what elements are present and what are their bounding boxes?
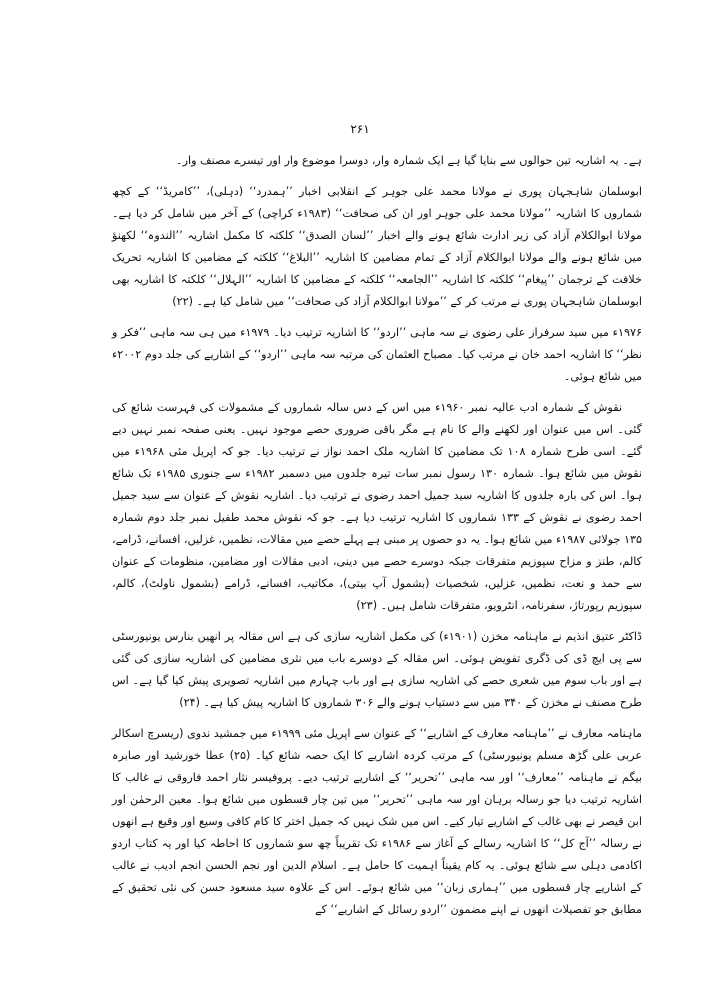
- paragraph: نقوش کے شمارہ ادب عالیہ نمبر ۱۹۶۰ء میں اس کے دس سالہ شماروں کے مشمولات کی فہرست شائع کی گئی۔ اس میں عنوان اور لکھنے والے کا نام ہے مگر باقی ضروری حصے موجود نہیں۔ یعنی صفحہ نمبر نہیں دیے گئے۔ اسی طرح شمارہ ۱۰۸ تک مضامین کا اشاریہ ملک احمد نواز نے ترتیب دیا۔ جو کہ اپریل مئی ۱۹۶۸ء میں نقوش میں شائع ہوا۔ شمارہ ۱۳۰ رسول نمبر سات تیرہ جلدوں میں دسمبر ۱۹۸۲ء سے جنوری ۱۹۸۵ء تک شائع ہوا۔ اس کی بارہ جلدوں کا اشاریہ سید جمیل احمد رضوی نے ترتیب دیا۔ اشاریہ نقوش کے عنوان سے سید جمیل احمد رضوی نے نقوش کے ۱۳۳ شماروں کا اشاریہ ترتیب دیا ہے۔ جو کہ نقوش محمد طفیل نمبر جلد دوم شمارہ ۱۳۵ جولائی ۱۹۸۷ء میں شائع ہوا۔ یہ دو حصوں پر مبنی ہے پہلے حصے میں مقالات، نظمیں، غزلیں، افسانے، ڈرامے، کالم، طنز و مزاح سپوزیم متفرقات جبکہ دوسرے حصے میں دینی، ادبی مقالات اور مضامین، منظومات کے عنوان سے حمد و نعت، نظمیں، غزلیں، شخصیات (بشمول آپ بیتی)، مکاتیب، افسانے، ڈرامے (بشمول ناولٹ)، کالم، سپوزیم رپورتاژ، سفرنامہ، انٹرویو، متفرقات شامل ہیں۔ (۲۳): [112, 401, 643, 612]
- page-number: ۲۶۱: [350, 122, 370, 136]
- body-text: [112, 150, 642, 930]
- paragraph: ہے۔ یہ اشاریہ تین حوالوں سے بنایا گیا ہے ایک شمارہ وار، دوسرا موضوع وار اور تیسرے مصنف وار۔: [176, 154, 642, 167]
- paragraph: ڈاکٹر عتیق انذیم نے ماہنامہ مخزن (۱۹۰۱ء) کی مکمل اشاریہ سازی کی ہے اس مقالہ پر انھیں بنارس یونیورسٹی سے پی ایچ ڈی کی ڈگری تفویض ہوئی۔ اس مقالہ کے دوسرے باب میں نثری مضامین کی اشاریہ سازی کی گئی ہے اور باب سوم میں شعری حصے کی اشاریہ سازی ہے اور باب چہارم میں اشاریہ تصویری پیش کیا گیا ہے۔ اس طرح مصنف نے مخزن کے ۳۴۰ میں سے دستیاب ہونے والے ۳۰۶ شماروں کا اشاریہ پیش کیا ہے۔ (۲۴): [112, 630, 642, 709]
- paragraph: ماہنامہ معارف نے ’’ماہنامہ معارف کے اشاریے‘‘ کے عنوان سے اپریل مئی ۱۹۹۹ء میں جمشید ندوی (ریسرچ اسکالر عربی علی گڑھ مسلم یونیورسٹی) کے مرتب کردہ اشاریے کا ایک حصہ شائع کیا۔ (۲۵) عطا خورشید اور صابرہ بیگم نے ماہنامہ ’’معارف‘‘ اور سہ ماہی ’’تحریر‘‘ کے اشاریے ترتیب دیے۔ پروفیسر نثار احمد فاروقی نے غالب کا اشاریہ ترتیب دیا جو رسالہ برہان اور سہ ماہی ’’تحریر‘‘ میں تین چار قسطوں میں شائع ہوا۔ معین الرحمٰن اور ابن قیصر نے بھی غالب کے اشاریے تیار کیے۔ اس میں شک نہیں کہ جمیل اختر کا کام کافی وسیع اور وقیع ہے انھوں نے رسالہ ’’آج کل‘‘ کا اشاریہ رسالے کے آغاز سے ۱۹۸۶ء تک تقریباً چھ سو شماروں کا احاطہ کیا اور یہ کتاب اردو اکادمی دہلی سے شائع ہوئی۔ یہ کام یقیناً اہمیت کا حامل ہے۔ اسلام الدین اور نجم الحسن انجم ادیب نے غالب کے اشاریے چار قسطوں میں ’’ہماری زبان‘‘ میں شائع ہوئے۔ اس کے علاوہ سید مسعود حسن کی نئی تحقیق کے مطابق جو تفصیلات انھوں نے اپنے مضمون ’’اردو رسائل کے اشاریے‘‘ کے: [112, 727, 642, 916]
- paragraph: ابوسلمان شاہجہان پوری نے مولانا محمد علی جوہر کے انقلابی اخبار ’’ہمدرد‘‘ (دہلی)، ’’کامریڈ‘‘ کے کچھ شماروں کا اشاریہ ’’مولانا محمد علی جوہر اور ان کی صحافت‘‘ (۱۹۸۳ء کراچی) کے آخر میں شامل کر دیا ہے۔ مولانا ابوالکلام آزاد کی زیر ادارت شائع ہونے والے اخبار ’’لسان الصدق‘‘ کلکتہ کا مکمل اشاریہ ’’الندوہ‘‘ لکھنؤ میں شائع ہونے والے مولانا ابوالکلام آزاد کے تمام مضامین کا اشاریہ ’’البلاغ‘‘ کلکتہ کے مضامین کا اشاریہ تحریک خلافت کے ترجمان ’’پیغام‘‘ کلکتہ کا اشاریہ ’’الجامعہ‘‘ کلکتہ کے مضامین کا اشاریہ ’’الہلال‘‘ کلکتہ کا اشاریہ بھی ابوسلمان شاہجہان پوری نے مرتب کر کے ’’مولانا ابوالکلام آزاد کی صحافت‘‘ میں شامل کیا ہے۔ (۲۲): [112, 185, 642, 308]
- paragraph: ۱۹۷۶ء میں سید سرفراز علی رضوی نے سہ ماہی ’’اردو‘‘ کا اشاریہ ترتیب دیا۔ ۱۹۷۹ء میں ہی سہ ماہی ’’فکر و نظر‘‘ کا اشاریہ احمد خان نے مرتب کیا۔ مصباح العثمان کی مرتبہ سہ ماہی ’’اردو‘‘ کے اشاریے کی جلد دوم ۲۰۰۲ء میں شائع ہوئی۔: [112, 326, 642, 383]
